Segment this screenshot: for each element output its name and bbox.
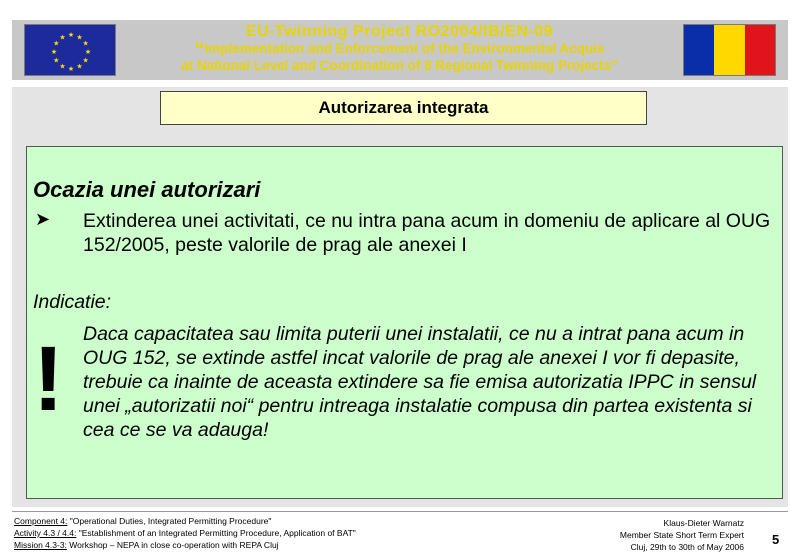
eu-star-icon: ★ [76, 34, 83, 42]
project-title-line2: “ Implementation and Enforcement of the Environmental Acquis [127, 41, 672, 58]
ro-flag-red-stripe [745, 25, 775, 75]
content-panel [26, 146, 783, 499]
footer-activity: Activity 4.3 / 4.4: "Establishment of an Integrated Permitting Procedure, Application of BAT" [14, 528, 356, 538]
section-heading: Ocazia unei autorizari [33, 177, 261, 202]
project-title [127, 22, 672, 74]
project-title-line3: at National Level and Coordination of 8 Regional Twinning Projects ” [127, 58, 672, 74]
footer-divider [12, 511, 788, 512]
eu-star-icon: ★ [67, 32, 75, 39]
arrow-bullet-icon: ➤ [35, 209, 51, 229]
eu-star-icon: ★ [59, 63, 66, 71]
eu-star-icon: ★ [53, 57, 60, 65]
exclamation-icon: ! [33, 328, 64, 430]
eu-star-icon: ★ [53, 40, 60, 48]
footer-role: Member State Short Term Expert [619, 530, 744, 540]
project-title-line1: EU-Twinning Project RO2004/IB/EN-09 [245, 23, 554, 40]
indicatie-text: Daca capacitatea sau limita puterii unei instalatii, ce nu a intrat pana acum in OUG 152, se extinde astfel incat valorile de prag ale anexei I vor fi depasite, trebuie ca inainte de aceasta extindere sa fie emisa autorizatia IPPC in sensul unei „autorizatii noi“ pentru intreaga instalatie compusa din partea existenta si cea ce se va adauga! [83, 323, 757, 441]
romania-flag-icon [683, 24, 776, 76]
ro-flag-blue-stripe [684, 25, 714, 75]
header-banner [12, 20, 788, 80]
eu-star-icon: ★ [82, 40, 89, 48]
footer-date: Cluj, 29th to 30th of May 2006 [630, 542, 744, 552]
bullet-text: Extinderea unei activitati, ce nu intra pana acum in domeniu de aplicare al OUG 152/2005, peste valorile de prag ale anexei I [83, 210, 771, 256]
page-number: 5 [772, 532, 780, 547]
eu-star-icon: ★ [84, 49, 92, 56]
footer-author: Klaus-Dieter Warnatz [663, 518, 744, 528]
eu-star-icon: ★ [59, 34, 66, 42]
eu-star-icon: ★ [82, 57, 89, 65]
eu-star-icon: ★ [67, 66, 75, 73]
footer-component: Component 4: "Operational Duties, Integrated Permitting Procedure" [14, 516, 272, 526]
slide-frame [12, 87, 788, 507]
footer-project-info [14, 515, 356, 551]
indicatie-label: Indicatie: [33, 291, 112, 313]
ro-flag-yellow-stripe [714, 25, 744, 75]
footer-author-info [520, 517, 744, 553]
eu-star-icon: ★ [50, 49, 58, 56]
slide-title: Autorizarea integrata [160, 91, 647, 125]
eu-stars-icon [25, 25, 117, 77]
footer-mission: Mission 4.3-3: Workshop – NEPA in close co-operation with REPA Cluj [14, 540, 279, 550]
eu-star-icon: ★ [76, 63, 83, 71]
eu-flag-icon [24, 24, 116, 76]
